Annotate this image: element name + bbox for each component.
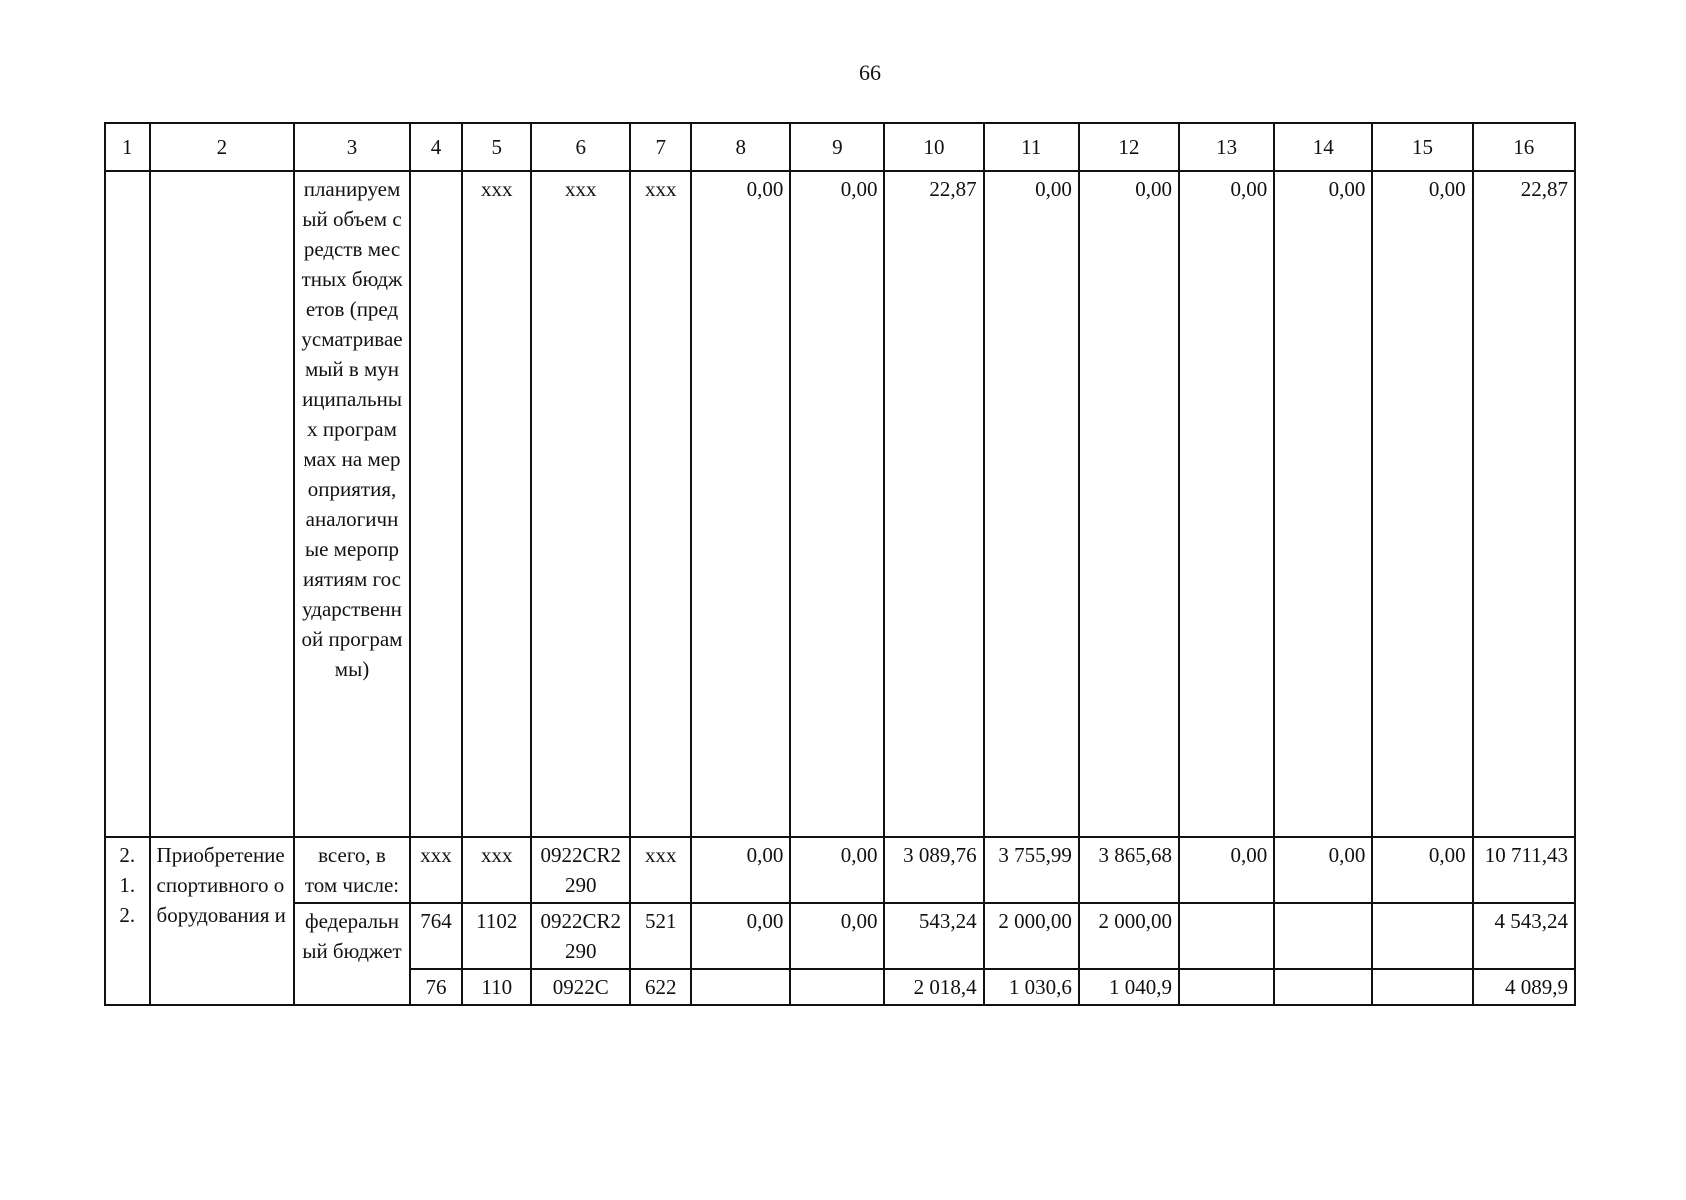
cell-col13 (1179, 969, 1274, 1005)
cell-col4 (410, 171, 463, 837)
cell-col12: 3 865,68 (1079, 837, 1179, 903)
cell-col6: 0922C (531, 969, 630, 1005)
cell-col6: 0922CR2290 (531, 903, 630, 969)
header-cell: 1 (105, 123, 150, 171)
cell-col14: 0,00 (1274, 171, 1372, 837)
cell-col4: ххх (410, 837, 463, 903)
header-cell: 3 (294, 123, 409, 171)
funding-source-cell: всего, в том числе: (294, 837, 409, 903)
cell-col9: 0,00 (790, 171, 884, 837)
header-cell: 2 (150, 123, 295, 171)
cell-col11: 3 755,99 (984, 837, 1079, 903)
event-name-cell (150, 171, 295, 837)
header-cell: 6 (531, 123, 630, 171)
cell-col8 (691, 969, 790, 1005)
cell-col8: 0,00 (691, 171, 790, 837)
cell-col15 (1372, 903, 1472, 969)
cell-col5: ххх (462, 837, 531, 903)
cell-col7: 521 (630, 903, 691, 969)
cell-col13: 0,00 (1179, 837, 1274, 903)
header-cell: 4 (410, 123, 463, 171)
header-cell: 11 (984, 123, 1079, 171)
cell-col9: 0,00 (790, 837, 884, 903)
cell-col11: 2 000,00 (984, 903, 1079, 969)
cell-col7: ххх (630, 171, 691, 837)
header-cell: 8 (691, 123, 790, 171)
cell-col10: 22,87 (884, 171, 983, 837)
cell-col5: ххх (462, 171, 531, 837)
budget-table (104, 122, 1576, 1006)
table-row-local-budget (105, 171, 1575, 837)
header-cell: 9 (790, 123, 884, 171)
header-row (105, 123, 1575, 171)
cell-col6: ххх (531, 171, 630, 837)
header-cell: 7 (630, 123, 691, 171)
event-name-cell: Приобретение спортивного оборудования и (150, 837, 295, 1005)
cell-col9 (790, 969, 884, 1005)
cell-col16: 4 543,24 (1473, 903, 1575, 969)
cell-col15 (1372, 969, 1472, 1005)
cell-col6: 0922CR2290 (531, 837, 630, 903)
cell-col7: ххх (630, 837, 691, 903)
cell-col5: 1102 (462, 903, 531, 969)
cell-col13: 0,00 (1179, 171, 1274, 837)
funding-source-cell: планируемый объем средств местных бюджетов (предусматриваемый в муниципальных программах на мероприятия, аналогичные мероприятиям государственной программы) (294, 171, 409, 837)
row-number-cell (105, 171, 150, 837)
page-number: 66 (859, 60, 881, 85)
cell-col5: 110 (462, 969, 531, 1005)
header-cell: 15 (1372, 123, 1472, 171)
cell-col4: 76 (410, 969, 463, 1005)
cell-col14 (1274, 903, 1372, 969)
cell-col10: 3 089,76 (884, 837, 983, 903)
table-row-total (105, 837, 1575, 903)
row-number-cell: 2.1.2. (105, 837, 150, 1005)
cell-col11: 1 030,6 (984, 969, 1079, 1005)
cell-col12: 0,00 (1079, 171, 1179, 837)
cell-col15: 0,00 (1372, 171, 1472, 837)
cell-col14: 0,00 (1274, 837, 1372, 903)
cell-col7: 622 (630, 969, 691, 1005)
header-cell: 14 (1274, 123, 1372, 171)
cell-col16: 4 089,9 (1473, 969, 1575, 1005)
funding-source-cell: федеральный бюджет (294, 903, 409, 1005)
cell-col16: 22,87 (1473, 171, 1575, 837)
cell-col11: 0,00 (984, 171, 1079, 837)
cell-col8: 0,00 (691, 837, 790, 903)
cell-col8: 0,00 (691, 903, 790, 969)
table-row-federal-1 (105, 903, 1575, 969)
cell-col15: 0,00 (1372, 837, 1472, 903)
cell-col14 (1274, 969, 1372, 1005)
header-cell: 10 (884, 123, 983, 171)
cell-col13 (1179, 903, 1274, 969)
cell-col9: 0,00 (790, 903, 884, 969)
cell-col16: 10 711,43 (1473, 837, 1575, 903)
cell-col12: 1 040,9 (1079, 969, 1179, 1005)
header-cell: 13 (1179, 123, 1274, 171)
cell-col10: 543,24 (884, 903, 983, 969)
header-cell: 12 (1079, 123, 1179, 171)
cell-col10: 2 018,4 (884, 969, 983, 1005)
header-cell: 16 (1473, 123, 1575, 171)
header-cell: 5 (462, 123, 531, 171)
cell-col4: 764 (410, 903, 463, 969)
cell-col12: 2 000,00 (1079, 903, 1179, 969)
